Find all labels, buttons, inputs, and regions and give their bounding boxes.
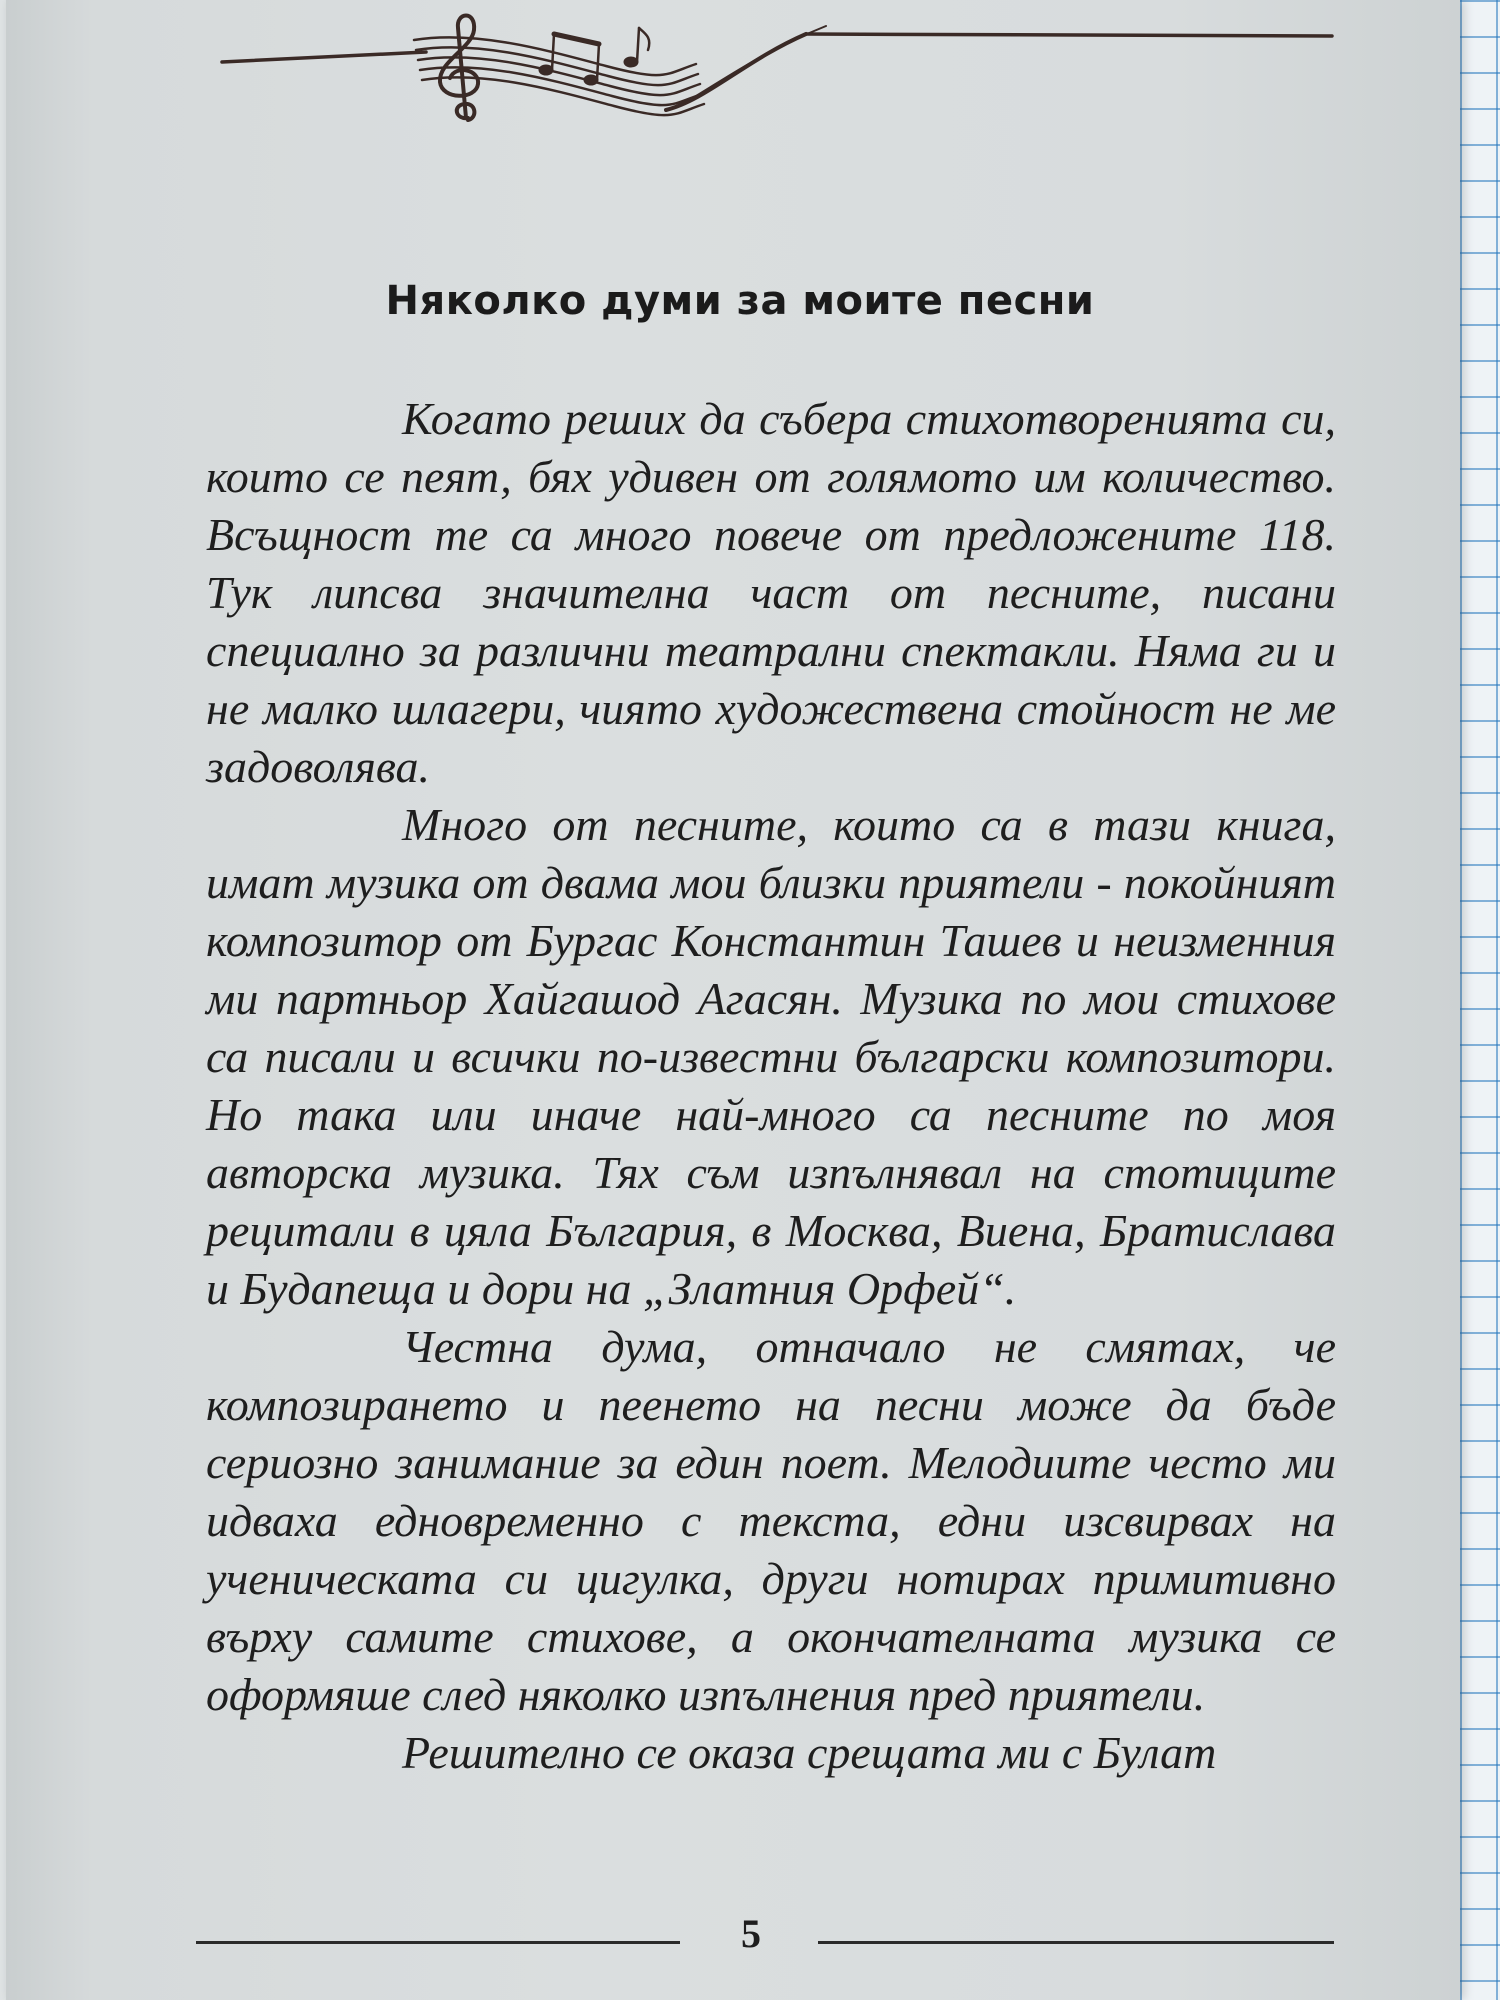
music-staff-ornament-icon [6, 0, 1460, 140]
page-footer [6, 1910, 1460, 1970]
paragraph: Решително се оказа срещата ми с Булат [402, 1727, 1217, 1778]
paragraph: Когато реших да събера стихотворенията си, които се пеят, бях удивен от голямото им количество. Всъщност те са много повече от предложените 118. Тук липсва значителна част от песните, писани специално за различни театрални спектакли. Няма ги и не малко шлагери, чиято художествена стойност не ме задоволява. [206, 393, 1336, 792]
paragraph: Много от песните, които са в тази книга, имат музика от двама мои близки приятели - покойният композитор от Бургас Константин Ташев и неизменния ми партньор Хайгашод Агасян. Музика по мои стихове са писали и всички по-известни български композитори. Но така или иначе най-много са песните по моя авторска музика. Тях съм изпълнявал на стотиците рецитали в цяла България, в Москва, Виена, Братислава и Будапеща и дори на „Златния Орфей“. [206, 799, 1336, 1314]
notebook-grid-background [1460, 0, 1500, 2000]
footer-rule-right [818, 1941, 1334, 1944]
chapter-title: Няколко думи за моите песни [385, 278, 1095, 324]
page-number: 5 [741, 1911, 761, 1956]
footer-rule-left [196, 1941, 680, 1944]
book-page [6, 0, 1460, 2000]
body-text [206, 390, 1336, 1782]
paragraph: Честна дума, отначало не смятах, че композирането и пеенето на песни може да бъде сериозно занимание за един поет. Мелодиите често ми идваха едновременно с текста, едни изсвирвах на ученическата си цигулка, други нотирах примитивно върху самите стихове, а окончателната музика се оформяше след няколко изпълнения пред приятели. [206, 1321, 1336, 1720]
